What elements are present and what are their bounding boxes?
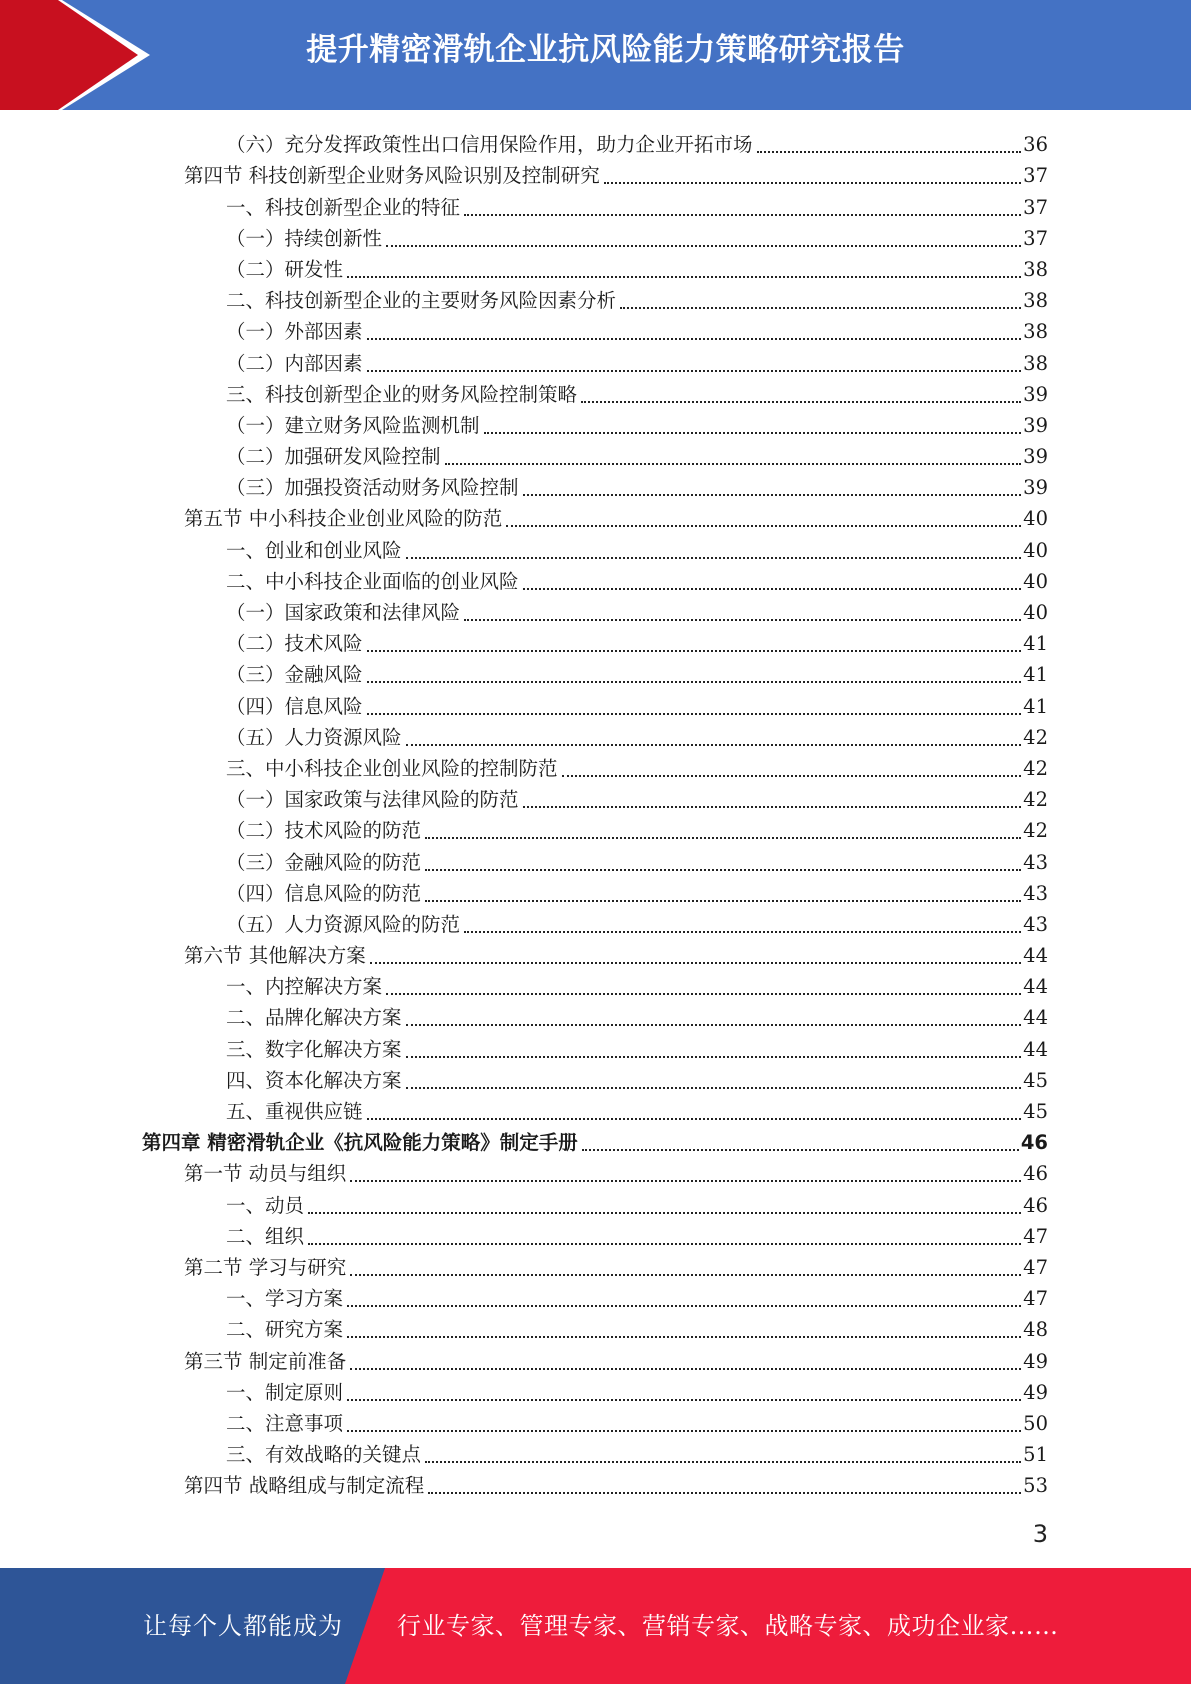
- toc-page-number: 44: [1023, 1006, 1048, 1030]
- toc-dot-leader: [484, 432, 1022, 434]
- toc-page-number: 41: [1023, 632, 1048, 656]
- toc-item-row[interactable]: [0, 439, 1191, 470]
- toc-section-row[interactable]: [0, 501, 1191, 532]
- toc-dot-leader: [406, 557, 1022, 559]
- toc-entry-label: （四）信息风险: [226, 694, 363, 718]
- toc-entry-label: （六）充分发挥政策性出口信用保险作用，助力企业开拓市场: [226, 133, 753, 157]
- toc-section-row[interactable]: [0, 158, 1191, 189]
- toc-dot-leader: [425, 837, 1021, 839]
- toc-item-row[interactable]: [0, 252, 1191, 283]
- toc-dot-leader: [620, 307, 1021, 309]
- toc-item-row[interactable]: [0, 470, 1191, 501]
- toc-item-row[interactable]: [0, 1219, 1191, 1250]
- toc-entry-label: 第四章 精密滑轨企业《抗风险能力策略》制定手册: [142, 1131, 578, 1155]
- toc-dot-leader: [757, 151, 1022, 153]
- toc-item-row[interactable]: [0, 127, 1191, 158]
- toc-dot-leader: [406, 1056, 1022, 1058]
- toc-section-row[interactable]: [0, 1343, 1191, 1374]
- toc-entry-label: （一）持续创新性: [226, 226, 383, 250]
- toc-entry-label: （二）技术风险: [226, 632, 363, 656]
- toc-dot-leader: [347, 1336, 1021, 1338]
- toc-entry-label: 三、有效战略的关键点: [226, 1443, 422, 1467]
- toc-dot-leader: [425, 900, 1021, 902]
- toc-entry-label: 第三节 制定前准备: [184, 1349, 347, 1373]
- toc-page-number: 42: [1023, 819, 1048, 843]
- toc-dot-leader: [425, 1461, 1021, 1463]
- toc-item-row[interactable]: [0, 1281, 1191, 1312]
- toc-entry-label: （三）加强投资活动财务风险控制: [226, 476, 519, 500]
- toc-item-row[interactable]: [0, 345, 1191, 376]
- toc-entry-label: 五、重视供应链: [226, 1100, 363, 1123]
- toc-page-number: 37: [1023, 164, 1048, 188]
- toc-entry-label: 第四节 科技创新型企业财务风险识别及控制研究: [184, 164, 600, 188]
- toc-dot-leader: [370, 962, 1021, 964]
- toc-item-row[interactable]: [0, 626, 1191, 657]
- toc-entry-label: 第一节 动员与组织: [184, 1162, 347, 1186]
- toc-entry-label: （二）加强研发风险控制: [226, 445, 441, 469]
- page-footer: [0, 1568, 1191, 1684]
- toc-page-number: 42: [1023, 725, 1048, 749]
- toc-dot-leader: [464, 619, 1021, 621]
- toc-entry-label: （五）人力资源风险: [226, 725, 402, 749]
- toc-entry-label: 一、动员: [226, 1193, 305, 1217]
- toc-page-number: 40: [1023, 601, 1048, 624]
- toc-dot-leader: [523, 494, 1022, 496]
- toc-page-number: 46: [1023, 1193, 1048, 1217]
- toc-page-number: 48: [1023, 1318, 1048, 1342]
- toc-page-number: 46: [1023, 1162, 1048, 1186]
- toc-entry-label: 第四节 战略组成与制定流程: [184, 1474, 425, 1498]
- toc-entry-label: 三、中小科技企业创业风险的控制防范: [226, 756, 558, 780]
- toc-entry-label: 二、注意事项: [226, 1411, 344, 1435]
- toc-dot-leader: [562, 775, 1022, 777]
- toc-entry-label: （二）内部因素: [226, 351, 363, 375]
- toc-item-row[interactable]: [0, 408, 1191, 439]
- toc-page-number: 40: [1023, 538, 1048, 562]
- toc-entry-label: 二、中小科技企业面临的创业风险: [226, 569, 519, 593]
- toc-entry-label: 二、品牌化解决方案: [226, 1006, 402, 1030]
- toc-entry-label: 四、资本化解决方案: [226, 1068, 402, 1092]
- toc-page-number: 39: [1023, 476, 1048, 500]
- toc-dot-leader: [308, 1243, 1021, 1245]
- toc-dot-leader: [347, 276, 1021, 278]
- toc-item-row[interactable]: [0, 688, 1191, 719]
- toc-page-number: 47: [1023, 1224, 1048, 1248]
- toc-dot-leader: [445, 463, 1022, 465]
- toc-page-number: 46: [1020, 1131, 1048, 1155]
- toc-chapter-row[interactable]: [0, 1125, 1191, 1156]
- toc-page-number: 38: [1023, 351, 1048, 375]
- toc-page-number: 40: [1023, 569, 1048, 593]
- toc-dot-leader: [523, 806, 1022, 808]
- toc-page-number: 37: [1023, 226, 1048, 250]
- toc-dot-leader: [464, 931, 1021, 933]
- toc-entry-label: （三）金融风险: [226, 663, 363, 687]
- footer-slogan-right: 行业专家、管理专家、营销专家、战略专家、成功企业家……: [397, 1612, 1059, 1640]
- toc-dot-leader: [386, 993, 1021, 995]
- toc-item-row[interactable]: [0, 1094, 1191, 1125]
- toc-page-number: 51: [1023, 1443, 1048, 1467]
- toc-dot-leader: [604, 182, 1021, 184]
- toc-page-number: 47: [1023, 1255, 1048, 1279]
- toc-entry-label: 第六节 其他解决方案: [184, 944, 366, 968]
- toc-dot-leader: [386, 245, 1021, 247]
- toc-page-number: 53: [1023, 1474, 1048, 1498]
- toc-entry-label: 第五节 中小科技企业创业风险的防范: [184, 507, 503, 531]
- toc-page-number: 36: [1023, 133, 1048, 157]
- page-number: 3: [1032, 1520, 1048, 1548]
- toc-item-row[interactable]: [0, 314, 1191, 345]
- toc-section-row[interactable]: [0, 1250, 1191, 1281]
- page-header: [0, 0, 1191, 110]
- toc-dot-leader: [347, 1430, 1021, 1432]
- toc-dot-leader: [582, 1149, 1019, 1151]
- toc-dot-leader: [367, 713, 1022, 715]
- header-chevron-decoration: [0, 0, 160, 110]
- report-title: 提升精密滑轨企业抗风险能力策略研究报告: [306, 32, 905, 68]
- toc-item-row[interactable]: [0, 595, 1191, 626]
- toc-entry-label: （二）技术风险的防范: [226, 819, 422, 843]
- toc-dot-leader: [347, 1305, 1021, 1307]
- toc-page-number: 38: [1023, 289, 1048, 313]
- toc-item-row[interactable]: [0, 1406, 1191, 1437]
- toc-dot-leader: [523, 588, 1022, 590]
- toc-entry-label: 三、科技创新型企业的财务风险控制策略: [226, 382, 578, 406]
- toc-dot-leader: [406, 744, 1022, 746]
- toc-item-row[interactable]: [0, 189, 1191, 220]
- toc-item-row[interactable]: [0, 1031, 1191, 1062]
- toc-dot-leader: [425, 869, 1021, 871]
- toc-entry-label: （三）金融风险的防范: [226, 850, 422, 874]
- toc-item-row[interactable]: [0, 377, 1191, 408]
- toc-item-row[interactable]: [0, 532, 1191, 563]
- toc-entry-label: （二）研发性: [226, 257, 344, 281]
- toc-page-number: 42: [1023, 756, 1048, 780]
- toc-page-number: 49: [1023, 1349, 1048, 1373]
- toc-item-row[interactable]: [0, 1063, 1191, 1094]
- toc-page-number: 45: [1023, 1100, 1048, 1123]
- toc-entry-label: 二、研究方案: [226, 1318, 344, 1342]
- toc-entry-label: 一、创业和创业风险: [226, 538, 402, 562]
- toc-dot-leader: [367, 338, 1022, 340]
- toc-page-number: 39: [1023, 413, 1048, 437]
- toc-page-number: 44: [1023, 944, 1048, 968]
- toc-page-number: 43: [1023, 912, 1048, 936]
- toc-entry-label: 一、学习方案: [226, 1287, 344, 1311]
- toc-page-number: 37: [1023, 195, 1048, 219]
- toc-page-number: 40: [1023, 507, 1048, 531]
- toc-page-number: 41: [1023, 694, 1048, 718]
- toc-page-number: 49: [1023, 1380, 1048, 1404]
- toc-entry-label: 一、制定原则: [226, 1380, 344, 1404]
- toc-item-row[interactable]: [0, 283, 1191, 314]
- toc-dot-leader: [347, 1399, 1021, 1401]
- toc-dot-leader: [350, 1368, 1021, 1370]
- toc-page-number: 38: [1023, 257, 1048, 281]
- toc-item-row[interactable]: [0, 1312, 1191, 1343]
- toc-dot-leader: [367, 370, 1022, 372]
- toc-dot-leader: [506, 525, 1021, 527]
- toc-item-row[interactable]: [0, 221, 1191, 252]
- toc-page-number: 38: [1023, 320, 1048, 344]
- toc-item-row[interactable]: [0, 1187, 1191, 1218]
- toc-entry-label: （一）国家政策和法律风险: [226, 601, 461, 624]
- toc-dot-leader: [367, 681, 1022, 683]
- toc-dot-leader: [464, 214, 1021, 216]
- toc-entry-label: 第二节 学习与研究: [184, 1255, 347, 1279]
- toc-item-row[interactable]: [0, 1437, 1191, 1468]
- toc-item-row[interactable]: [0, 564, 1191, 595]
- toc-item-row[interactable]: [0, 657, 1191, 688]
- toc-dot-leader: [367, 650, 1022, 652]
- toc-page-number: 41: [1023, 663, 1048, 687]
- toc-page-number: 47: [1023, 1287, 1048, 1311]
- toc-item-row[interactable]: [0, 969, 1191, 1000]
- toc-dot-leader: [406, 1024, 1022, 1026]
- toc-page-number: 42: [1023, 788, 1048, 812]
- toc-dot-leader: [428, 1492, 1021, 1494]
- toc-item-row[interactable]: [0, 751, 1191, 782]
- toc-item-row[interactable]: [0, 782, 1191, 813]
- toc-dot-leader: [308, 1212, 1021, 1214]
- toc-entry-label: （一）国家政策与法律风险的防范: [226, 788, 519, 812]
- toc-page-number: 43: [1023, 850, 1048, 874]
- toc-page-number: 45: [1023, 1068, 1048, 1092]
- toc-item-row[interactable]: [0, 813, 1191, 844]
- toc-entry-label: （五）人力资源风险的防范: [226, 912, 461, 936]
- toc-entry-label: 一、科技创新型企业的特征: [226, 195, 461, 219]
- toc-entry-label: （一）外部因素: [226, 320, 363, 344]
- toc-dot-leader: [367, 1118, 1022, 1120]
- toc-section-row[interactable]: [0, 938, 1191, 969]
- toc-item-row[interactable]: [0, 1375, 1191, 1406]
- toc-entry-label: （一）建立财务风险监测机制: [226, 413, 480, 437]
- toc-page-number: 39: [1023, 382, 1048, 406]
- toc-entry-label: 一、内控解决方案: [226, 975, 383, 999]
- table-of-contents: [0, 127, 1191, 1499]
- toc-item-row[interactable]: [0, 907, 1191, 938]
- toc-entry-label: 二、科技创新型企业的主要财务风险因素分析: [226, 289, 617, 313]
- toc-page-number: 44: [1023, 975, 1048, 999]
- toc-item-row[interactable]: [0, 1000, 1191, 1031]
- toc-entry-label: 三、数字化解决方案: [226, 1037, 402, 1061]
- footer-slogan-left: 让每个人都能成为: [143, 1612, 343, 1640]
- toc-dot-leader: [406, 1087, 1022, 1089]
- toc-page-number: 39: [1023, 445, 1048, 469]
- toc-item-row[interactable]: [0, 844, 1191, 875]
- toc-entry-label: （四）信息风险的防范: [226, 881, 422, 905]
- toc-section-row[interactable]: [0, 1156, 1191, 1187]
- toc-page-number: 43: [1023, 881, 1048, 905]
- toc-dot-leader: [350, 1274, 1021, 1276]
- toc-entry-label: 二、组织: [226, 1224, 305, 1248]
- toc-dot-leader: [350, 1180, 1021, 1182]
- toc-page-number: 50: [1023, 1411, 1048, 1435]
- toc-section-row[interactable]: [0, 1468, 1191, 1499]
- toc-item-row[interactable]: [0, 876, 1191, 907]
- toc-item-row[interactable]: [0, 720, 1191, 751]
- toc-dot-leader: [581, 401, 1021, 403]
- toc-page-number: 44: [1023, 1037, 1048, 1061]
